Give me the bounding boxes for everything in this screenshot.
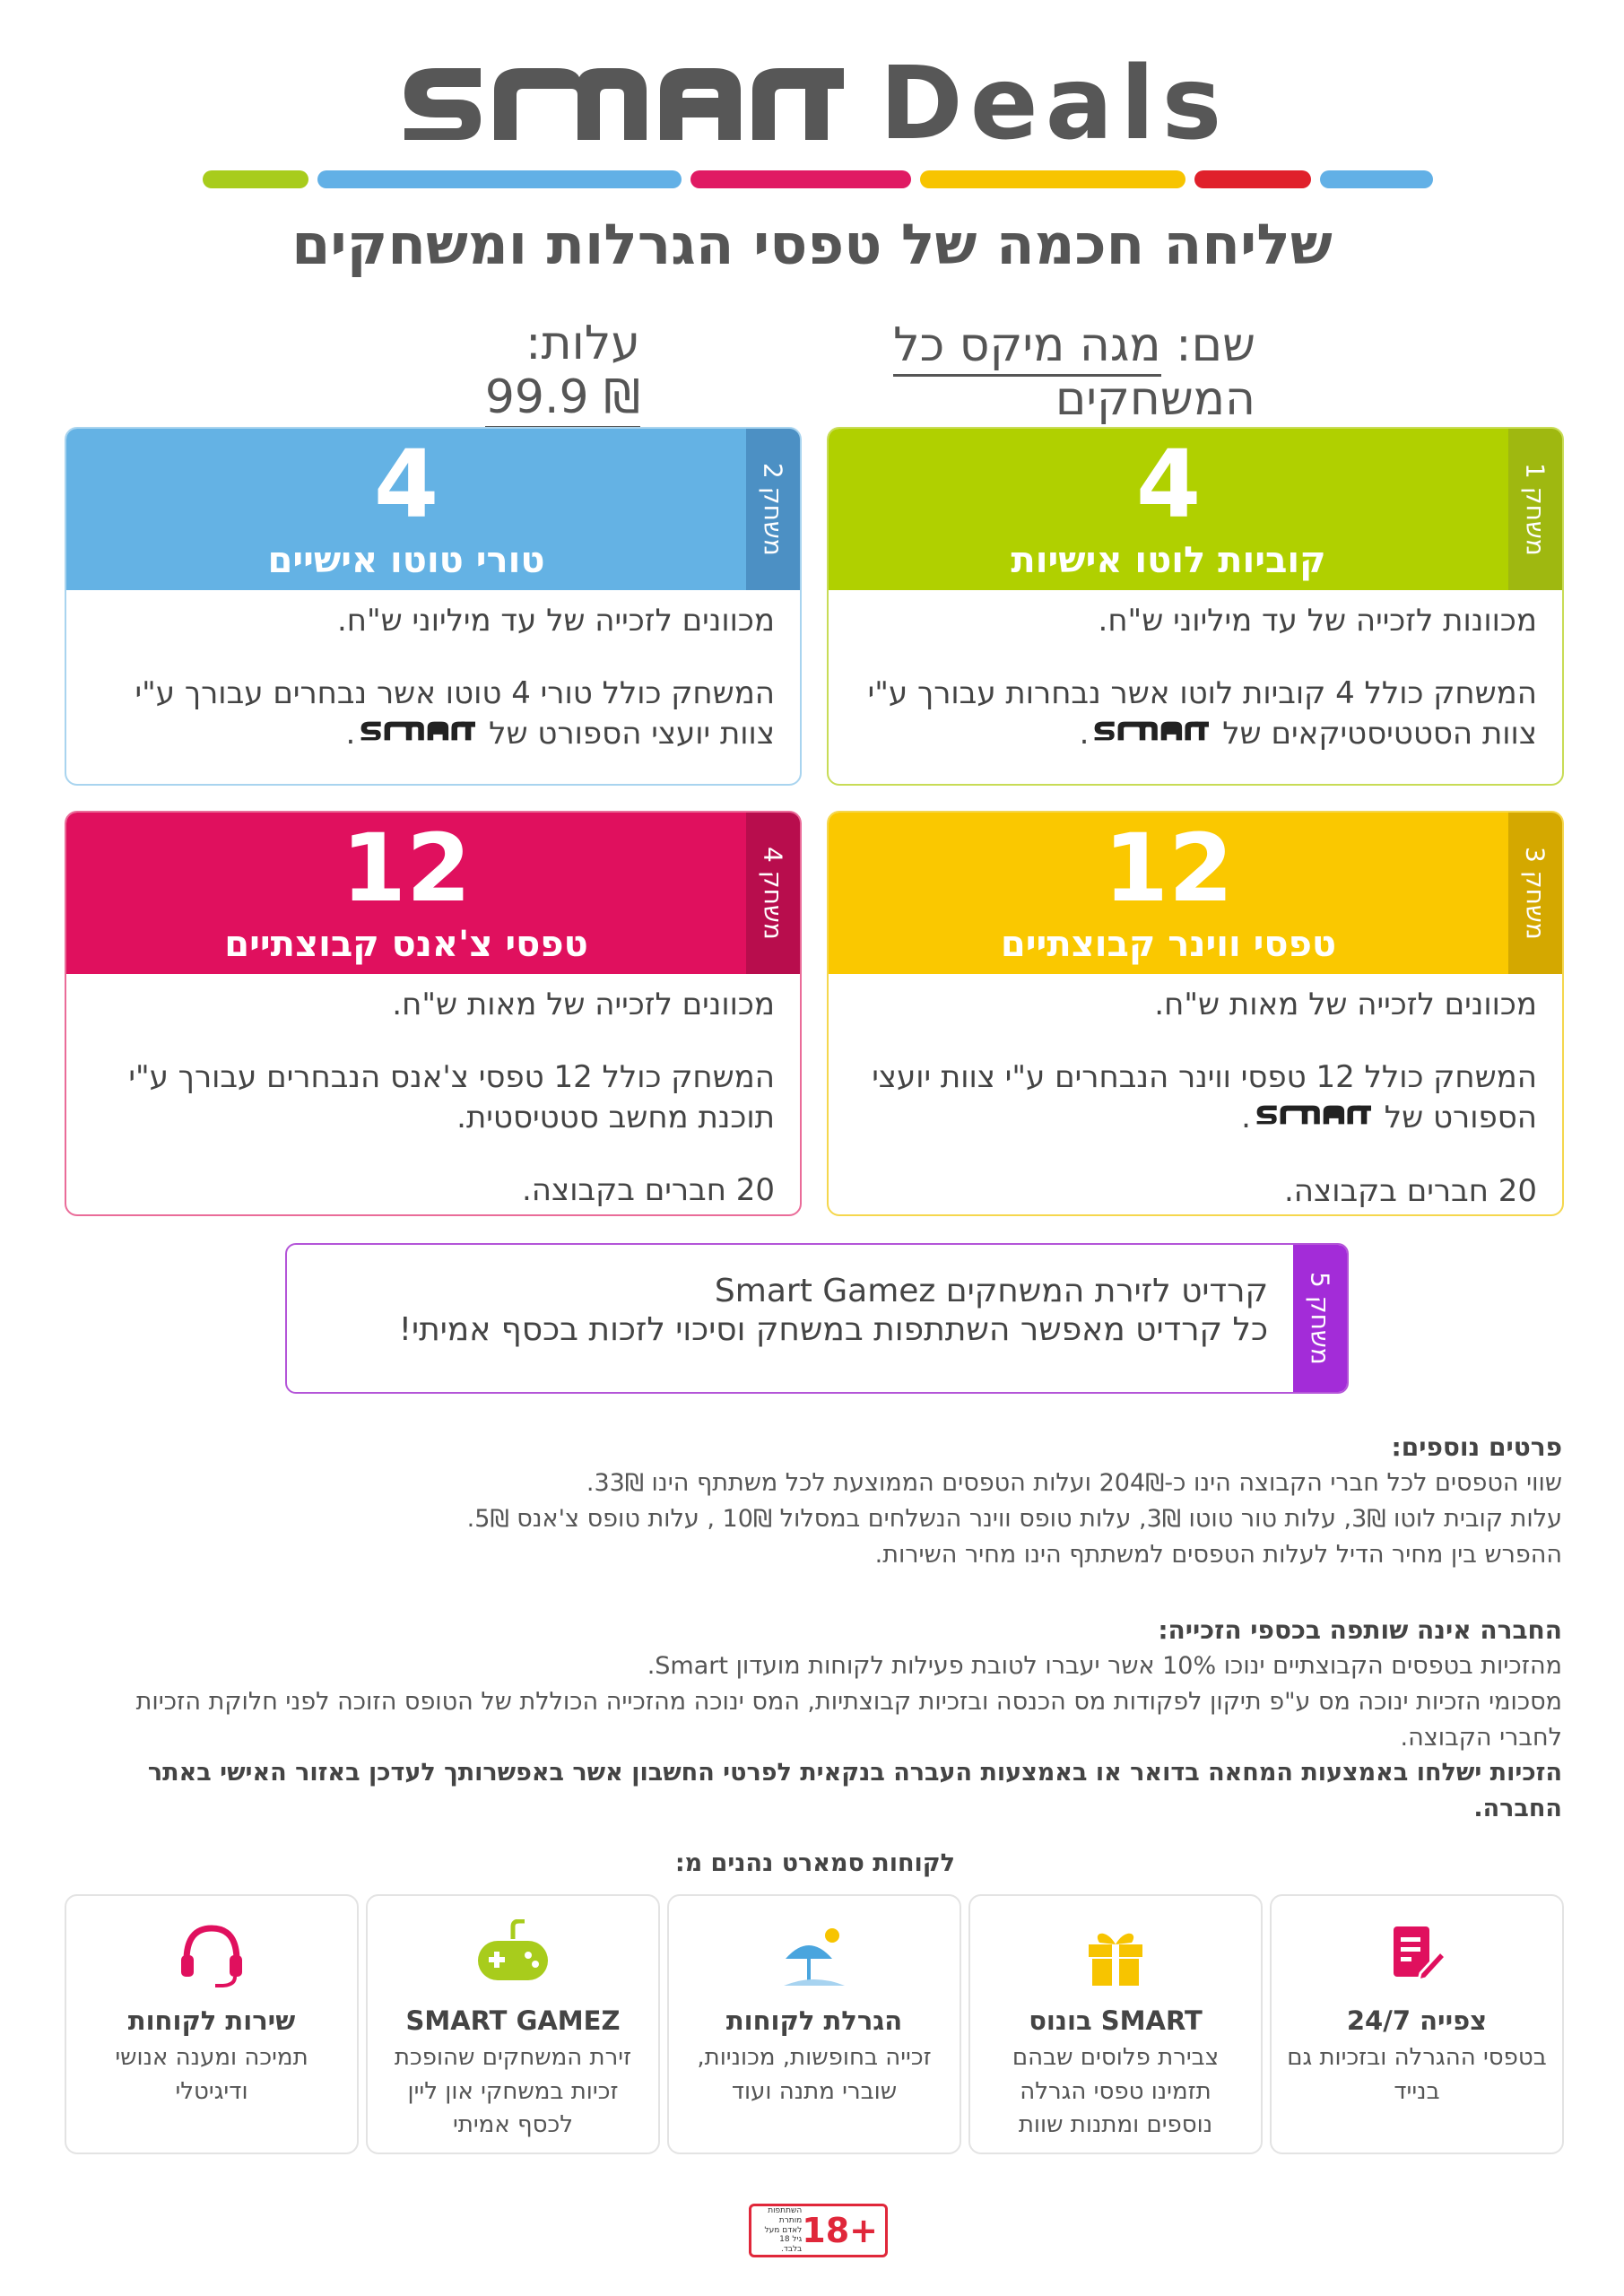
game-card-chance <box>65 811 802 1216</box>
stripe <box>317 170 682 188</box>
card-title <box>66 429 746 590</box>
card-name: טורי טוטו אישיים <box>267 540 545 581</box>
card-description: המשחק כולל 12 טפסי צ'אנס הנבחרים עבורך ע"י תוכנת מחשב סטטיסטית. <box>128 1058 775 1135</box>
package-cost <box>359 317 640 429</box>
detail-line: מהזכיות בטפסים הקבוצתיים ינוכו 10% אשר יעברו לטובת פעילות לקוחות מועדון Smart. <box>647 1652 1562 1681</box>
page-headline: שליחה חכמה של טפסי הגרלות ומשחקים <box>291 212 1333 277</box>
game-card-winner <box>827 811 1564 1216</box>
detail-line: עלות קובית לוטו 3₪, עלות טור טוטו 3₪, עלות טופס ווינר הנשלחים במסלול 10₪ , עלות טופס צ'אנס 5₪. <box>466 1504 1562 1533</box>
benefit-card <box>366 1894 660 2154</box>
form-icon <box>1272 1914 1562 1996</box>
detail-line: מסכומי הזכיות ינוכה מס ע"פ תיקון לפקודות מס הכנסה ובזכיות קבוצתיות, המס ינוכה מהזכייה הכוללת של הטופס הזוכה לפני חלוקת הזכיות לחברי הקבוצה. <box>135 1688 1562 1752</box>
benefit-title: SMART GAMEZ <box>405 2005 621 2036</box>
details-section <box>117 1429 1562 1866</box>
gift-icon <box>970 1914 1261 1996</box>
card-title-line: קרדיט לזירת המשחקים Smart Gamez <box>714 1273 1268 1309</box>
color-stripes <box>203 170 1433 190</box>
benefit-card <box>1270 1894 1564 2154</box>
benefit-card <box>968 1894 1263 2154</box>
package-name <box>685 318 1255 426</box>
card-group-size: 20 חברים בקבוצה. <box>522 1171 775 1208</box>
extra-details <box>117 1429 1562 1572</box>
benefit-text: צבירת פלוסים שבהם תזמינו טפסי הגרלה נוספים ומתנות שוות <box>1012 2044 1220 2139</box>
stripe <box>1320 170 1433 188</box>
smart-logo <box>395 55 844 153</box>
card-group-size: 20 חברים בקבוצה. <box>1284 1172 1537 1209</box>
game-card-toto <box>65 427 802 786</box>
package-name-value: מגה מיקס כל המשחקים <box>893 318 1255 430</box>
card-body <box>374 1245 1293 1392</box>
package-cost-value: 99.9 ₪ <box>485 370 640 429</box>
card-description: כל קרדיט מאפשר השתתפות במשחק וסיכוי לזכות בכסף אמיתי! <box>398 1311 1268 1349</box>
game-card-lotto <box>827 427 1564 786</box>
card-count: 4 <box>373 430 439 539</box>
benefit-text: זכייה בחופשות, מכוניות, שוברי מתנה ועוד <box>697 2044 932 2105</box>
detail-line-bold: הזכיות ישלחו באמצעות המחאה בדואר או באמצעות העברה בנקאית לפרטי החשבון אשר באפשרותך לעדכן באזור האישי באתר החברה. <box>147 1759 1562 1823</box>
card-body <box>829 974 1562 1216</box>
card-prize-text: מכוונים לזכייה של מאות ש"ח. <box>1154 987 1537 1022</box>
smart-mini-logo <box>1092 715 1209 755</box>
game-tab: משחק 1 <box>1508 429 1562 590</box>
benefit-title: הגרלת לקוחות <box>725 2005 903 2036</box>
game-tab: משחק 5 <box>1293 1245 1347 1392</box>
card-title <box>66 813 746 974</box>
gamepad-icon <box>368 1914 658 1996</box>
package-summary <box>359 316 1255 426</box>
card-count: 12 <box>1103 813 1234 923</box>
card-count: 12 <box>341 813 472 923</box>
game-tab: משחק 3 <box>1508 813 1562 974</box>
detail-line: ההפרש בין מחיר הדיל לעלות הטפסים למשתתף הינו מחיר השירות. <box>874 1540 1562 1569</box>
card-prize-text: מכוונים לזכייה של עד מיליוני ש"ח. <box>336 603 775 639</box>
game-tab: משחק 2 <box>746 429 800 590</box>
card-body <box>66 974 800 1216</box>
deals-wordmark: Deals <box>879 46 1229 162</box>
smart-mini-logo <box>1255 1099 1371 1139</box>
section-heading: פרטים נוספים: <box>1391 1432 1562 1462</box>
card-description: המשחק כולל טורי 4 טוטו אשר נבחרים עבורך ע"י צוות יועצי הספורט של . <box>86 674 775 755</box>
card-description: המשחק כולל 12 טפסי ווינר הנבחרים ע"י צוות יועצי הספורט של . <box>848 1057 1537 1139</box>
card-name: טפסי ווינר קבוצתיים <box>1000 924 1337 965</box>
card-description: המשחק כולל 4 קוביות לוטו אשר נבחרות עבורך ע"י צוות הסטטיסטיקאים של . <box>848 674 1537 755</box>
benefit-card <box>65 1894 359 2154</box>
card-header <box>66 813 800 974</box>
benefit-title: שירות לקוחות <box>127 2005 296 2036</box>
card-header <box>66 429 800 590</box>
benefits-heading: לקוחות סמארט נהנים מ: <box>674 1849 955 1877</box>
card-count: 4 <box>1135 430 1202 539</box>
benefit-title: צפייה 24/7 <box>1346 2005 1488 2036</box>
card-header <box>829 429 1562 590</box>
card-name: טפסי צ'אנס קבוצתיים <box>224 924 588 965</box>
card-body <box>829 590 1562 771</box>
card-prize-text: מכוונים לזכייה של מאות ש"ח. <box>392 987 775 1022</box>
benefits-list <box>65 1894 1564 2154</box>
stripe <box>203 170 308 188</box>
card-body <box>66 590 800 771</box>
package-cost-label: עלות: <box>525 316 640 370</box>
brand-logo <box>0 46 1624 162</box>
stripe <box>920 170 1185 188</box>
card-prize-text: מכוונות לזכייה של עד מיליוני ש"ח. <box>1098 603 1537 639</box>
benefit-text: תמיכה ומענה אנושי ודיגיטלי <box>115 2044 308 2105</box>
card-header <box>829 813 1562 974</box>
age-note: השתתפות מותרת לאדם מעל גיל 18 בלבד. <box>764 2206 803 2255</box>
detail-line: שווי הטפסים לכל חברי הקבוצה הינו כ-204₪ ועלות הטפסים הממוצעת לכל משתתף הינו 33₪. <box>586 1469 1562 1498</box>
benefit-text: זירת המשחקים שהופכת זכיות במשחקי און ליין לכסף אמיתי <box>394 2044 632 2139</box>
card-title <box>829 813 1508 974</box>
stripe <box>1194 170 1311 188</box>
game-card-gamez <box>285 1243 1349 1394</box>
smart-mini-logo <box>359 715 475 755</box>
game-tab: משחק 4 <box>746 813 800 974</box>
benefit-card <box>667 1894 961 2154</box>
package-name-label: שם: <box>1176 318 1255 372</box>
company-terms <box>117 1612 1562 1827</box>
headset-icon <box>66 1914 357 1996</box>
stripe <box>690 170 911 188</box>
benefit-text: בטפסי ההגרלה ובזכיות גם בנייד <box>1287 2044 1547 2105</box>
card-name: קוביות לוטו אישיות <box>1011 540 1326 581</box>
age-restriction-badge <box>749 2204 888 2257</box>
beach-icon <box>669 1914 960 1996</box>
section-heading: החברה אינה שותפה בכספי הזכייה: <box>1158 1615 1562 1646</box>
benefit-title: SMART בונוס <box>1029 2005 1203 2036</box>
age-label: 18+ <box>802 2211 878 2250</box>
card-title <box>829 429 1508 590</box>
